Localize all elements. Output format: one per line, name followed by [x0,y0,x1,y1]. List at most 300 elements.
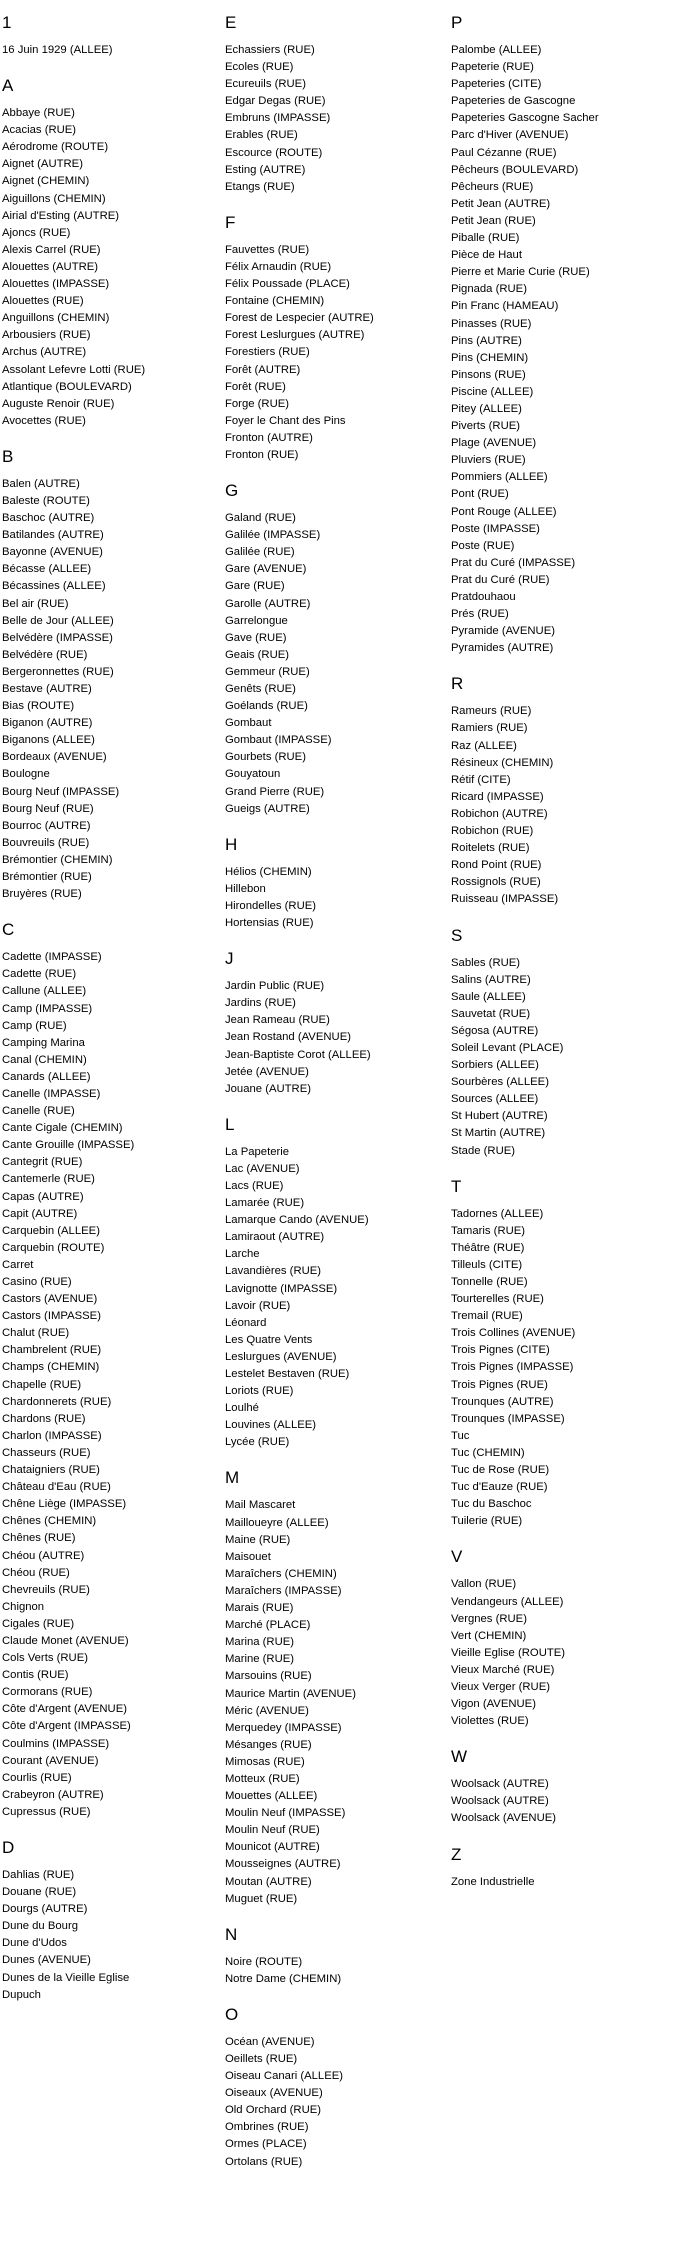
street-item: Carquebin (ALLEE) [2,1224,100,1237]
letter-section [225,2005,440,2171]
street-item: Edgar Degas (RUE) [225,95,326,108]
street-item: Pommiers (ALLEE) [451,471,548,484]
street-item: Oiseaux (AVENUE) [225,2087,323,2100]
street-item: Poste (RUE) [451,539,515,552]
street-item: Etangs (RUE) [225,180,295,193]
street-item: Palombe (ALLEE) [451,44,542,56]
street-item: Noire (ROUTE) [225,1955,303,1968]
street-item: Violettes (RUE) [451,1715,529,1728]
street-item: Méric (AVENUE) [225,1704,309,1717]
street-item: Balen (AUTRE) [2,477,80,490]
street-item: Côte d'Argent (IMPASSE) [2,1720,131,1733]
street-item: Jean Rostand (AVENUE) [225,1031,351,1044]
street-item: Esting (AUTRE) [225,163,306,176]
street-item: Coulmins (IMPASSE) [2,1737,110,1750]
street-item: Marsouins (RUE) [225,1670,312,1683]
street-item: Biganon (AUTRE) [2,717,93,730]
street-item: Bécasse (ALLEE) [2,563,92,576]
street-item: Mailloueyre (ALLEE) [225,1516,329,1529]
section-letter-heading: B [2,446,14,466]
street-item: Marine (RUE) [225,1653,295,1666]
street-list [225,1144,440,1452]
street-item: Tuc [451,1429,470,1442]
street-item: Pin Franc (HAMEAU) [451,300,559,313]
street-item: Geais (RUE) [225,648,290,661]
letter-section [225,1925,440,1988]
street-item: Vert (CHEMIN) [451,1629,527,1642]
street-item: Chardonnerets (RUE) [2,1395,112,1408]
street-item: Cantegrit (RUE) [2,1156,83,1169]
street-item: Chalut (RUE) [2,1327,70,1340]
street-item: Poste (IMPASSE) [451,522,540,535]
street-list [451,1576,666,1730]
street-item: Vieux Verger (RUE) [451,1680,550,1693]
street-item: Echassiers (RUE) [225,44,315,56]
street-item: Tuc du Baschoc [451,1498,532,1511]
section-letter-heading: A [2,76,14,96]
street-item: Embruns (IMPASSE) [225,112,331,125]
street-item: Gare (AVENUE) [225,563,307,576]
street-item: Cupressus (RUE) [2,1805,91,1818]
street-item: Archus (AUTRE) [2,346,87,359]
street-item: Woolsack (AVENUE) [451,1812,557,1825]
letter-section [2,13,217,59]
street-item: 16 Juin 1929 (ALLEE) [2,44,113,56]
street-item: Mouettes (ALLEE) [225,1790,318,1803]
street-item: Oiseau Canari (ALLEE) [225,2070,344,2083]
street-item: Moulin Neuf (RUE) [225,1824,320,1837]
street-item: Galilée (IMPASSE) [225,529,321,542]
street-item: St Hubert (AUTRE) [451,1110,548,1123]
street-item: Vieille Eglise (ROUTE) [451,1646,566,1659]
street-item: Abbaye (RUE) [2,107,75,120]
street-item: Gombaut (IMPASSE) [225,734,332,747]
section-letter-heading: V [451,1547,463,1567]
street-item: Forest de Lespecier (AUTRE) [225,312,374,325]
street-item: Jardins (RUE) [225,997,296,1010]
street-item: Vergnes (RUE) [451,1612,527,1625]
street-item: Aignet (CHEMIN) [2,175,90,188]
street-item: Old Orchard (RUE) [225,2104,322,2117]
street-item: Mimosas (RUE) [225,1755,305,1768]
street-item: Marais (RUE) [225,1602,294,1615]
street-item: Dune du Bourg [2,1920,78,1933]
street-item: Pignada (RUE) [451,283,527,296]
street-item: Mésanges (RUE) [225,1738,312,1751]
street-item: Les Quatre Vents [225,1333,313,1346]
street-item: Camp (RUE) [2,1019,67,1032]
street-item: Papeteries (CITE) [451,78,542,91]
street-item: Vieux Marché (RUE) [451,1663,555,1676]
street-item: Tilleuls (CITE) [451,1258,523,1271]
street-item: Trois Collines (AVENUE) [451,1327,576,1340]
street-item: Courant (AVENUE) [2,1754,99,1767]
street-item: Sources (ALLEE) [451,1093,539,1106]
street-item: Fontaine (CHEMIN) [225,295,325,308]
street-item: Ajoncs (RUE) [2,226,71,239]
street-item: Canal (CHEMIN) [2,1053,87,1066]
street-item: Jardin Public (RUE) [225,980,325,993]
street-item: Ruisseau (IMPASSE) [451,893,559,906]
street-item: Claude Monet (AVENUE) [2,1634,129,1647]
street-item: Escource (ROUTE) [225,146,323,159]
street-item: Saule (ALLEE) [451,990,526,1003]
street-item: Batilandes (AUTRE) [2,529,104,542]
street-list [225,2034,440,2171]
street-item: Alexis Carrel (RUE) [2,243,101,256]
street-item: Ombrines (RUE) [225,2121,309,2134]
street-item: Jean Rameau (RUE) [225,1014,330,1027]
street-item: Ecoles (RUE) [225,61,294,74]
street-item: Trois Pignes (IMPASSE) [451,1361,574,1374]
street-item: Lamarque Cando (AVENUE) [225,1214,369,1227]
street-item: Carret [2,1258,34,1271]
street-item: Gouyatoun [225,768,281,781]
street-item: Dahlias (RUE) [2,1869,75,1881]
street-list [451,1874,666,1891]
street-item: Marché (PLACE) [225,1619,311,1632]
street-item: Aérodrome (ROUTE) [2,141,109,154]
street-item: Bouvreuils (RUE) [2,836,90,849]
street-item: Belvédère (RUE) [2,648,88,661]
street-item: Baleste (ROUTE) [2,494,90,507]
letter-section [225,213,440,464]
street-item: Océan (AVENUE) [225,2035,315,2048]
street-item: Camping Marina [2,1036,85,1049]
street-item: Charlon (IMPASSE) [2,1429,102,1442]
street-item: Lavandières (RUE) [225,1265,322,1278]
street-item: Prés (RUE) [451,608,509,621]
street-item: Robichon (AUTRE) [451,807,548,820]
street-item: Papeterie (RUE) [451,61,534,74]
street-item: Woolsack (AUTRE) [451,1795,549,1808]
section-letter-heading: P [451,13,463,32]
street-list [225,1497,440,1907]
street-item: Carquebin (ROUTE) [2,1241,105,1254]
street-item: Bourg Neuf (RUE) [2,802,94,815]
street-list [2,42,217,59]
street-item: Lacs (RUE) [225,1179,284,1192]
street-list [451,42,666,657]
street-item: Mail Mascaret [225,1499,296,1512]
street-item: Gemmeur (RUE) [225,665,310,678]
street-item: Canelle (IMPASSE) [2,1087,101,1100]
street-item: Tonnelle (RUE) [451,1276,528,1288]
section-letter-heading: W [451,1747,468,1767]
street-item: Chéou (AUTRE) [2,1549,85,1562]
street-item: Rond Point (RUE) [451,859,542,872]
street-item: Ecureuils (RUE) [225,78,306,91]
street-item: Bourg Neuf (IMPASSE) [2,785,120,798]
street-list [2,949,217,1821]
street-item: Tuc (CHEMIN) [451,1446,525,1459]
section-letter-heading: S [451,925,463,945]
street-item: Maisouet [225,1550,271,1563]
street-item: Pratdouhaou [451,591,516,603]
letter-section [225,13,440,196]
street-item: Bécassines (ALLEE) [2,580,106,593]
street-item: Bordeaux (AVENUE) [2,751,107,764]
street-list [225,42,440,196]
street-item: Pinsons (RUE) [451,368,526,381]
street-item: Chambrelent (RUE) [2,1344,102,1357]
street-item: Atlantique (BOULEVARD) [2,380,132,393]
street-item: Alouettes (IMPASSE) [2,278,110,291]
street-item: Gombaut [225,717,272,730]
street-item: Pluviers (RUE) [451,454,526,467]
street-item: Bel air (RUE) [2,597,69,610]
street-item: Galand (RUE) [225,512,296,525]
street-item: Lamarée (RUE) [225,1197,305,1210]
street-item: Trois Pignes (CITE) [451,1344,550,1357]
street-item: Chasseurs (RUE) [2,1446,91,1459]
street-item: Pont Rouge (ALLEE) [451,505,557,518]
street-item: Lamiraout (AUTRE) [225,1231,325,1244]
street-item: Forestiers (RUE) [225,346,310,359]
street-item: Merquedey (IMPASSE) [225,1721,342,1734]
street-item: Marina (RUE) [225,1636,295,1649]
letter-section [451,1547,666,1730]
section-letter-heading: Z [451,1844,462,1864]
street-item: Tuc de Rose (RUE) [451,1464,550,1477]
letter-section [451,13,666,657]
street-item: Bias (ROUTE) [2,700,75,713]
street-item: Cantemerle (RUE) [2,1173,95,1186]
street-list [225,1954,440,1988]
street-item: Jean-Baptiste Corot (ALLEE) [225,1048,371,1061]
section-letter-heading: L [225,1114,235,1134]
street-item: Douane (RUE) [2,1886,77,1899]
street-item: Anguillons (CHEMIN) [2,312,110,325]
section-letter-heading: R [451,674,464,694]
street-item: Oeillets (RUE) [225,2053,298,2065]
street-item: Hillebon [225,882,266,895]
street-item: Pyramide (AVENUE) [451,625,555,638]
street-item: Pierre et Marie Curie (RUE) [451,266,590,279]
street-item: Trounques (IMPASSE) [451,1412,565,1425]
street-list [225,978,440,1098]
street-item: Mounicot (AUTRE) [225,1841,320,1854]
street-item: Trounques (AUTRE) [451,1395,554,1408]
street-list [451,703,666,908]
street-item: Ségosa (AUTRE) [451,1024,539,1037]
street-item: Forest Leslurgues (AUTRE) [225,329,365,342]
street-item: Pêcheurs (BOULEVARD) [451,163,579,176]
street-item: Lycée (RUE) [225,1436,290,1449]
street-item: Hélios (CHEMIN) [225,865,312,878]
letter-section [451,674,666,908]
street-item: Loulhé [225,1402,259,1415]
street-item: Côte d'Argent (AVENUE) [2,1703,128,1716]
street-item: Pins (CHEMIN) [451,351,529,364]
street-item: Cante Grouille (IMPASSE) [2,1139,135,1152]
street-item: Prat du Curé (RUE) [451,573,550,586]
street-item: Casino (RUE) [2,1276,72,1288]
street-item: Forge (RUE) [225,397,290,410]
street-item: Ortolans (RUE) [225,2155,303,2168]
section-letter-heading: C [2,920,15,940]
street-item: Moutan (AUTRE) [225,1875,312,1888]
street-item: Goélands (RUE) [225,700,308,713]
street-item: Sorbiers (ALLEE) [451,1059,539,1072]
street-item: Forêt (AUTRE) [225,363,301,376]
street-item: Stade (RUE) [451,1144,516,1157]
street-item: Airial d'Esting (AUTRE) [2,209,120,222]
street-item: Roitelets (RUE) [451,842,530,855]
street-item: Cols Verts (RUE) [2,1652,88,1665]
street-item: Tuc d'Eauze (RUE) [451,1481,548,1494]
street-item: Fronton (AUTRE) [225,431,313,444]
column-2 [225,13,440,2188]
street-item: Chapelle (RUE) [2,1378,82,1391]
street-item: Gueigs (AUTRE) [225,802,310,815]
street-item: Gare (RUE) [225,580,285,593]
street-item: Forêt (RUE) [225,380,286,393]
street-item: Auguste Renoir (RUE) [2,397,115,410]
street-item: Alouettes (RUE) [2,295,84,308]
street-item: Sauvetat (RUE) [451,1007,531,1020]
street-item: Brémontier (CHEMIN) [2,853,113,866]
street-list [451,1206,666,1531]
letter-section [451,1845,666,1891]
section-letter-heading: H [225,834,238,854]
street-list [225,864,440,932]
street-item: Raz (ALLEE) [451,739,517,752]
street-item: Contis (RUE) [2,1669,69,1682]
street-item: Château d'Eau (RUE) [2,1481,111,1494]
section-letter-heading: D [2,1838,15,1857]
street-item: Trois Pignes (RUE) [451,1378,548,1391]
street-item: Champs (CHEMIN) [2,1361,100,1374]
street-item: Cormorans (RUE) [2,1686,93,1699]
street-item: Vigon (AVENUE) [451,1698,536,1711]
street-item: Acacias (RUE) [2,124,77,137]
letter-section [2,1838,217,2004]
street-item: Garrelongue [225,614,288,627]
street-item: Rameurs (RUE) [451,705,532,718]
street-item: Chênes (CHEMIN) [2,1515,97,1528]
street-item: Loriots (RUE) [225,1385,294,1398]
street-item: Soleil Levant (PLACE) [451,1041,564,1054]
street-list [2,105,217,430]
street-item: Maraîchers (IMPASSE) [225,1584,342,1597]
street-item: Notre Dame (CHEMIN) [225,1972,342,1985]
street-item: Belvédère (IMPASSE) [2,631,113,644]
street-item: Aignet (AUTRE) [2,158,83,171]
street-item: Cadette (IMPASSE) [2,951,102,964]
street-item: Cadette (RUE) [2,968,77,981]
street-item: Ricard (IMPASSE) [451,790,544,803]
street-item: Bruyères (RUE) [2,888,82,901]
street-item: Chêne Liège (IMPASSE) [2,1498,127,1511]
section-letter-heading: J [225,949,234,969]
street-item: Tuilerie (RUE) [451,1515,523,1528]
street-item: Grand Pierre (RUE) [225,785,325,798]
street-item: Capas (AUTRE) [2,1190,84,1203]
street-item: Cante Cigale (CHEMIN) [2,1122,123,1135]
street-item: Zone Industrielle [451,1875,535,1888]
letter-section [225,949,440,1098]
street-item: Vallon (RUE) [451,1578,517,1591]
street-item: Maine (RUE) [225,1533,291,1546]
street-item: Jouane (AUTRE) [225,1082,312,1095]
street-item: Papeteries Gascogne Sacher [451,112,599,125]
street-item: Bergeronnettes (RUE) [2,665,114,678]
street-list [451,955,666,1160]
street-item: Pêcheurs (RUE) [451,180,534,193]
street-item: Bestave (AUTRE) [2,683,92,695]
street-item: Gourbets (RUE) [225,751,306,764]
street-item: Baschoc (AUTRE) [2,512,95,525]
street-item: Castors (AVENUE) [2,1293,98,1306]
street-list [2,1867,217,2004]
street-item: Salins (AUTRE) [451,973,531,986]
street-item: La Papeterie [225,1145,290,1158]
street-item: Woolsack (AUTRE) [451,1778,549,1791]
street-item: Belle de Jour (ALLEE) [2,614,114,627]
street-item: Pont (RUE) [451,488,509,501]
street-item: Fauvettes (RUE) [225,243,310,256]
letter-section [225,1468,440,1907]
street-item: Léonard [225,1316,267,1329]
street-item: Paul Cézanne (RUE) [451,146,557,159]
street-item: Jetée (AVENUE) [225,1065,309,1078]
street-item: Parc d'Hiver (AVENUE) [451,129,569,142]
street-item: Plage (AVENUE) [451,437,537,450]
street-item: Ramiers (RUE) [451,722,528,735]
street-item: Chataigniers (RUE) [2,1464,100,1477]
street-item: Chênes (RUE) [2,1532,76,1545]
letter-section [225,835,440,932]
street-list [2,476,217,903]
street-item: Arbousiers (RUE) [2,329,91,342]
section-letter-heading: N [225,1924,238,1944]
street-item: Chardons (RUE) [2,1412,86,1425]
section-letter-heading: E [225,13,237,32]
street-item: Rossignols (RUE) [451,876,541,889]
street-item: Tamaris (RUE) [451,1224,526,1237]
street-item: Aiguillons (CHEMIN) [2,192,106,205]
street-item: Maraîchers (CHEMIN) [225,1567,337,1580]
section-letter-heading: 1 [2,13,12,32]
street-item: Boulogne [2,768,50,781]
street-item: Bourroc (AUTRE) [2,819,91,832]
letter-section [2,447,217,903]
street-item: Hirondelles (RUE) [225,899,317,912]
street-item: Chignon [2,1600,45,1613]
street-item: Capit (AUTRE) [2,1207,78,1220]
street-item: Piscine (ALLEE) [451,385,534,398]
street-item: Tadornes (ALLEE) [451,1207,544,1220]
street-item: Piballe (RUE) [451,232,520,245]
street-item: Félix Arnaudin (RUE) [225,260,332,273]
letter-section [451,926,666,1160]
letter-section [451,1747,666,1827]
street-item: Rétif (CITE) [451,773,511,786]
street-item: Pins (AUTRE) [451,334,522,347]
letter-section [225,1115,440,1452]
street-item: Lavignotte (IMPASSE) [225,1282,338,1295]
street-item: Louvines (ALLEE) [225,1419,317,1432]
section-letter-heading: F [225,212,236,232]
street-item: Félix Poussade (PLACE) [225,278,350,291]
street-item: Cigales (RUE) [2,1617,75,1630]
section-letter-heading: O [225,2004,239,2024]
street-item: Chevreuils (RUE) [2,1583,90,1596]
street-item: Pyramides (AUTRE) [451,642,554,655]
street-item: Erables (RUE) [225,129,298,142]
section-letter-heading: M [225,1468,240,1488]
